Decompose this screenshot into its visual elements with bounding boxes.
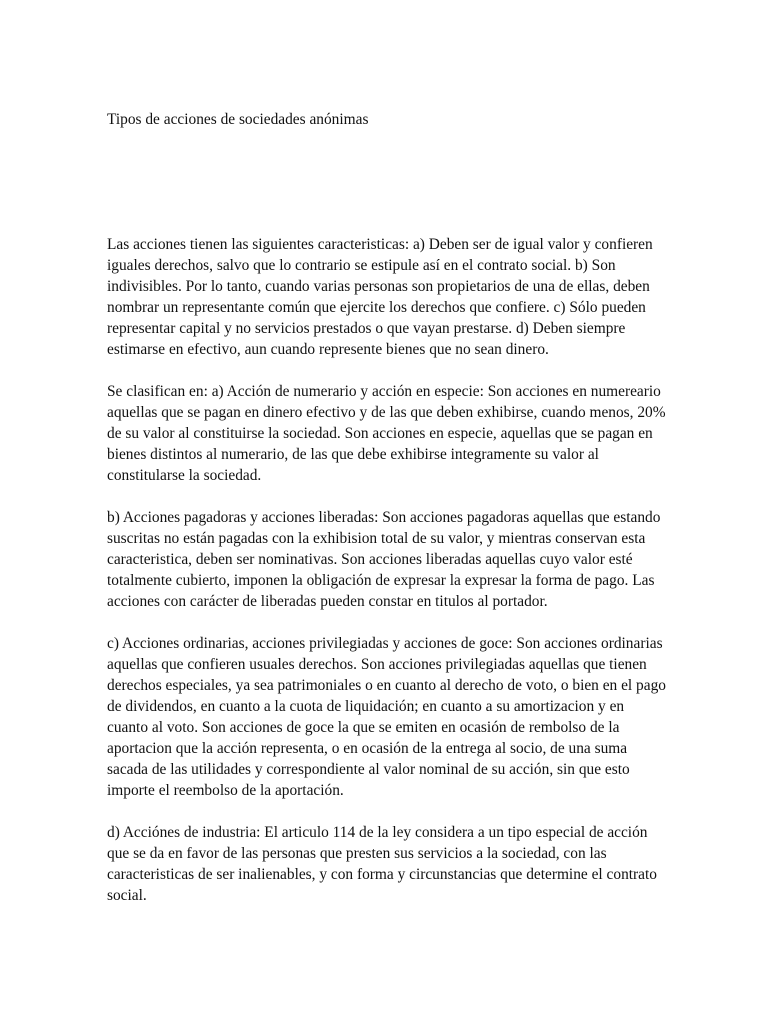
document-body <box>107 234 667 927</box>
document-title: Tipos de acciones de sociedades anónimas <box>107 111 369 128</box>
paragraph-ordinarias-privilegiadas: c) Acciones ordinarias, acciones privilegiadas y acciones de goce: Son acciones ordinarias aquellas que confieren usuales derechos. Son acciones privilegiadas aquellas que tienen derechos especiales, ya sea patrimoniales o en cuanto al derecho de voto, o bien en el pago de dividendos, en cuanto a la cuota de liquidación; en cuanto a su amortizacion y en cuanto al voto. Son acciones de goce la que se emiten en ocasión de rembolso de la aportacion que la acción representa, o en ocasión de la entrega al socio, de una suma sacada de las utilidades y correspondiente al valor nominal de su acción, sin que esto importe el reembolso de la aportación. <box>107 635 666 799</box>
paragraph-classification-numerario: Se clasifican en: a) Acción de numerario y acción en especie: Son acciones en numereario aquellas que se pagan en dinero efectivo y de las que deben exhibirse, cuando menos, 20% de su valor al constituirse la sociedad. Son acciones en especie, aquellas que se pagan en bienes distintos al numerario, de las que debe exhibirse integramente su valor al constitularse la sociedad. <box>107 383 666 484</box>
paragraph-characteristics: Las acciones tienen las siguientes caracteristicas: a) Deben ser de igual valor y confieren iguales derechos, salvo que lo contrario se estipule así en el contrato social. b) Son indivisibles. Por lo tanto, cuando varias personas son propietarios de una de ellas, deben nombrar un representante común que ejercite los derechos que confiere. c) Sólo pueden representar capital y no servicios prestados o que vayan prestarse. d) Deben siempre estimarse en efectivo, aun cuando represente bienes que no sean dinero. <box>107 236 653 358</box>
paragraph-industria: d) Acciónes de industria: El articulo 114 de la ley considera a un tipo especial de acción que se da en favor de las personas que presten sus servicios a la sociedad, con las caracteristicas de ser inalienables, y con forma y circunstancias que determine el contrato social. <box>107 824 657 904</box>
paragraph-pagadoras-liberadas: b) Acciones pagadoras y acciones liberadas: Son acciones pagadoras aquellas que estando suscritas no están pagadas con la exhibision total de su valor, y mientras conservan esta caracteristica, deben ser nominativas. Son acciones liberadas aquellas cuyo valor esté totalmente cubierto, imponen la obligación de expresar la expresar la forma de pago. Las acciones con carácter de liberadas pueden constar en titulos al portador. <box>107 509 661 610</box>
